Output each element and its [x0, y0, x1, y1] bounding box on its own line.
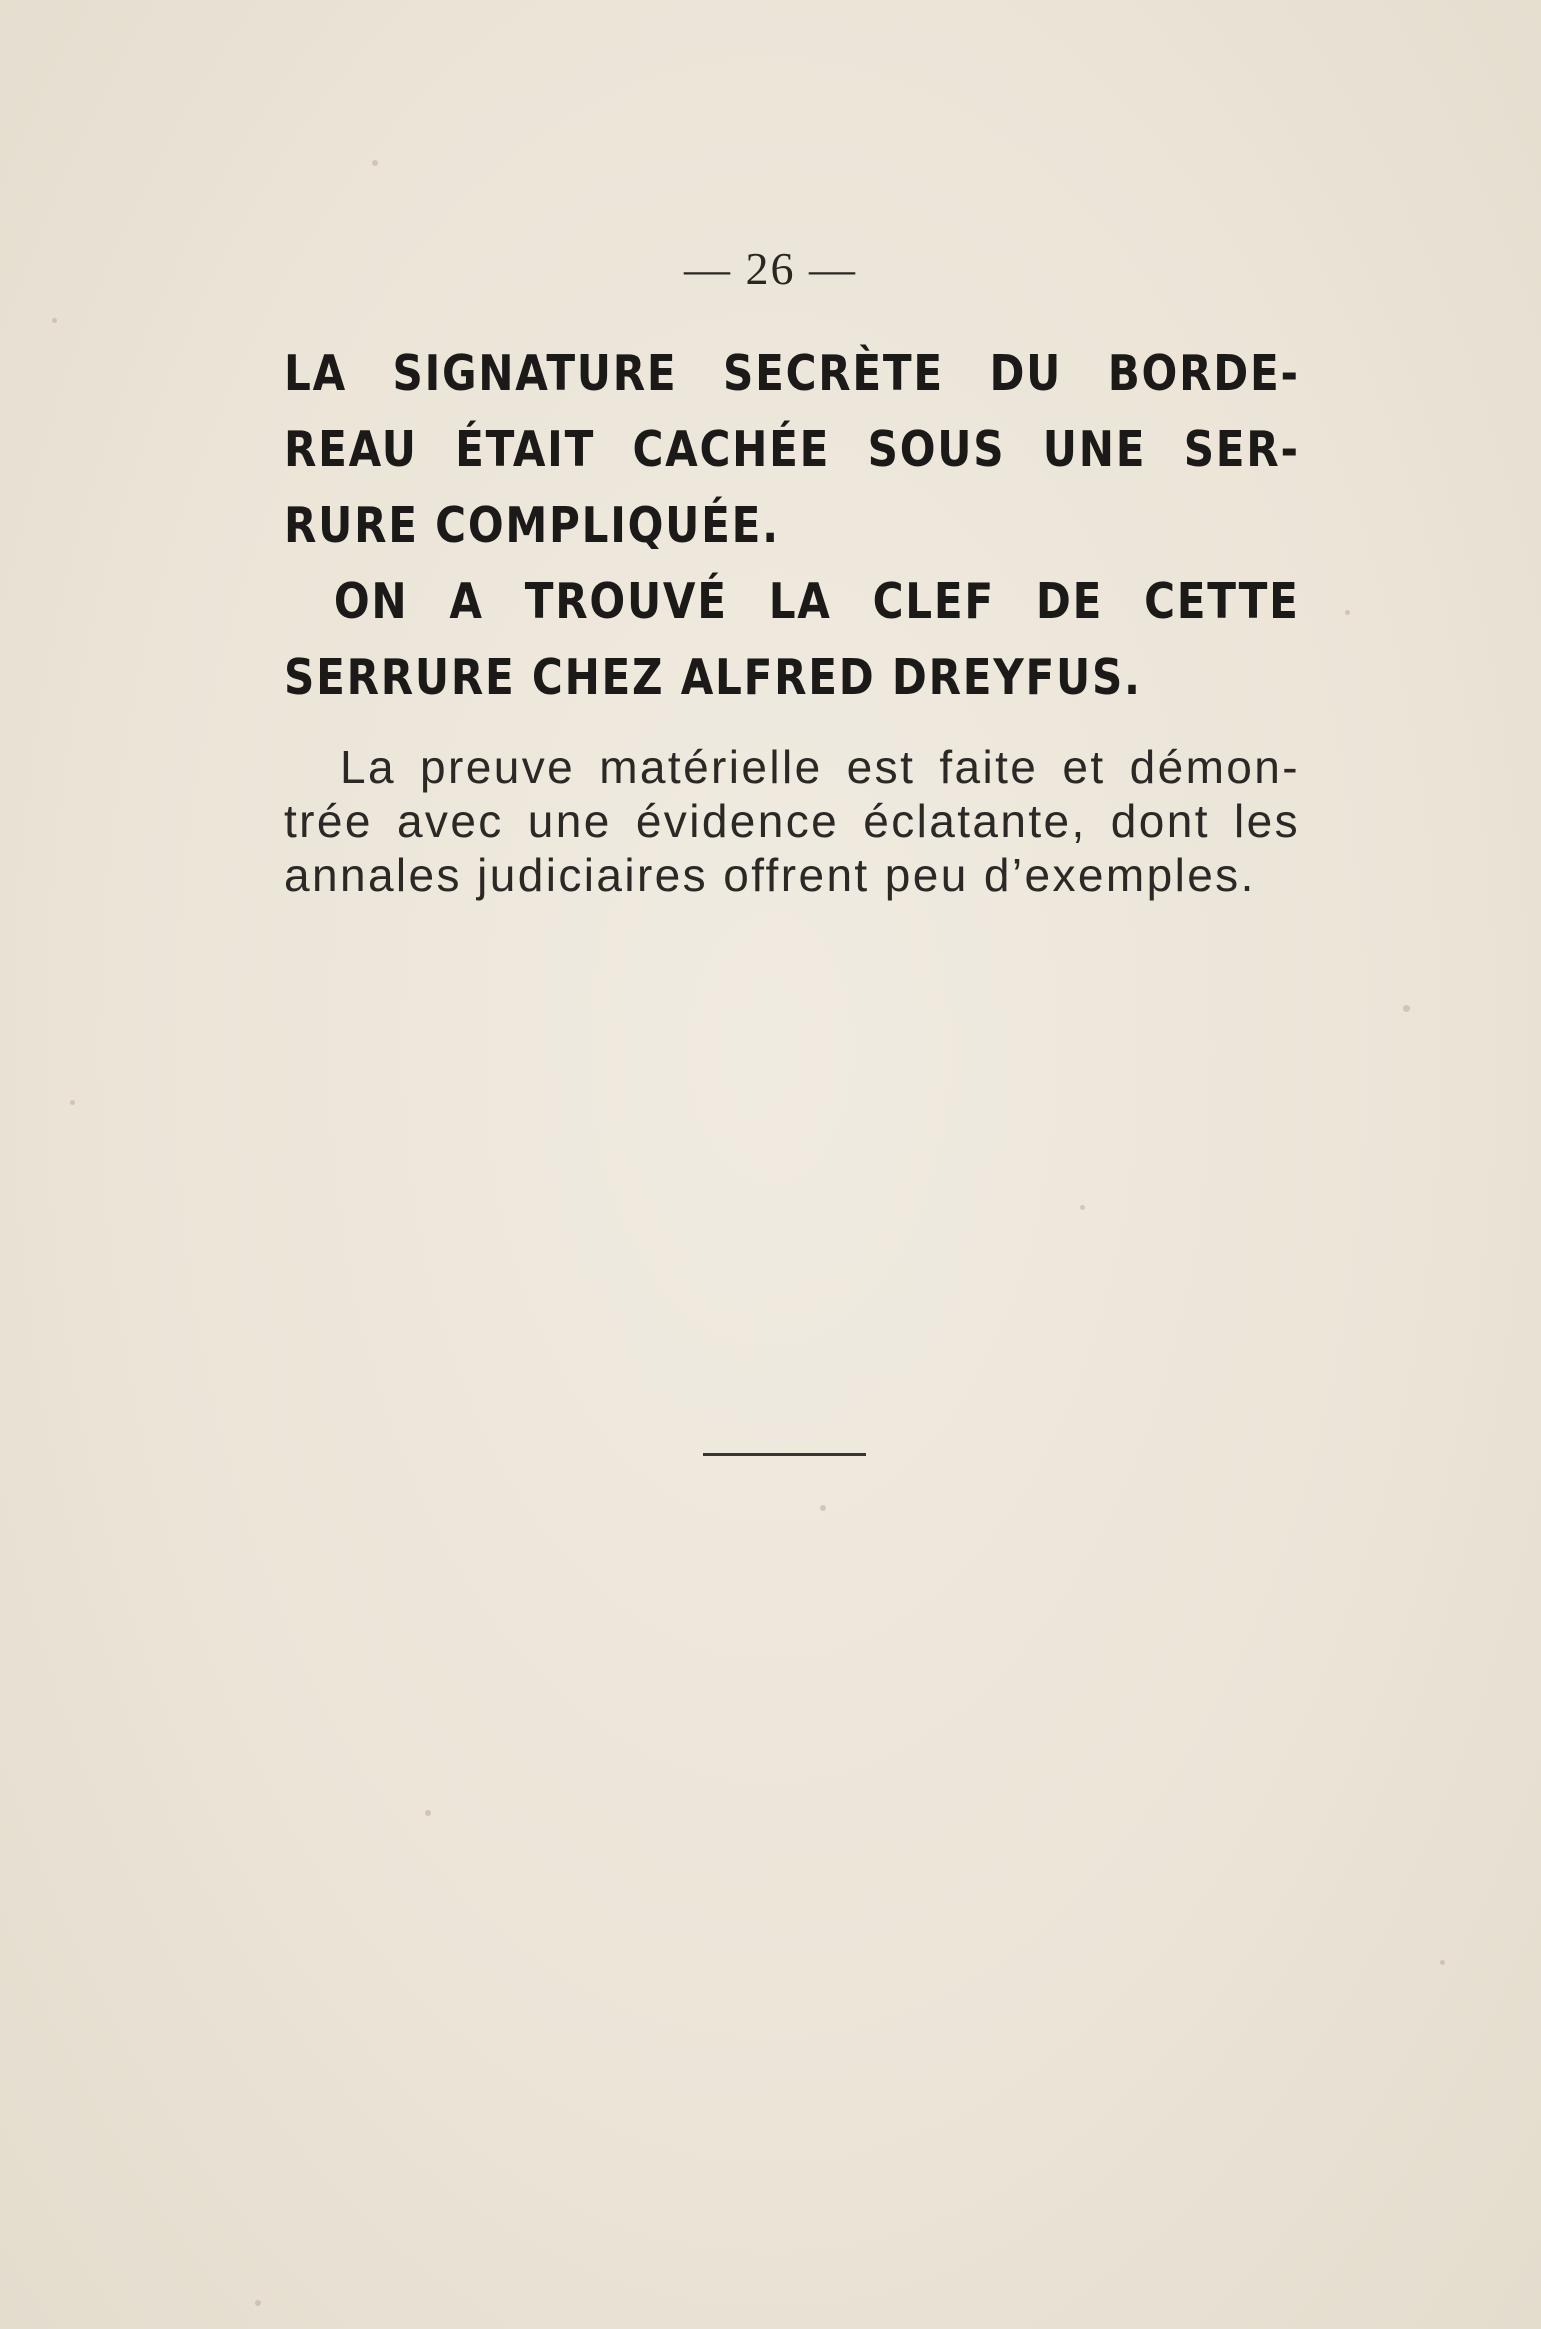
headline-line: LA SIGNATURE SECRÈTE DU BORDE-: [284, 345, 1300, 402]
body-line: trée avec une évidence éclatante, dont les: [284, 795, 1300, 847]
paper-speck: [820, 1505, 826, 1511]
headline-line: RURE COMPLIQUÉE.: [284, 497, 780, 554]
headline-line: ON A TROUVÉ LA CLEF DE CETTE: [333, 573, 1300, 630]
paper-speck: [52, 318, 57, 323]
body-line: La preuve matérielle est faite et démon-: [340, 741, 1300, 793]
body-paragraph: [284, 740, 1300, 902]
page-number: — 26 —: [684, 243, 857, 294]
headline-line: REAU ÉTAIT CACHÉE SOUS UNE SER-: [284, 421, 1300, 478]
paper-speck: [372, 160, 378, 166]
headline-block: [284, 336, 1300, 716]
paper-speck: [1345, 610, 1350, 615]
paper-speck: [70, 1100, 75, 1105]
paper-speck: [425, 1810, 431, 1816]
paper-speck: [1440, 1960, 1445, 1965]
headline-line: SERRURE CHEZ ALFRED DREYFUS.: [284, 649, 1142, 706]
paper-speck: [1080, 1205, 1085, 1210]
body-line: annales judiciaires offrent peu d’exemples.: [284, 849, 1256, 901]
paper-speck: [255, 2300, 261, 2306]
end-rule: [703, 1453, 866, 1456]
paper-speck: [1403, 1005, 1410, 1012]
